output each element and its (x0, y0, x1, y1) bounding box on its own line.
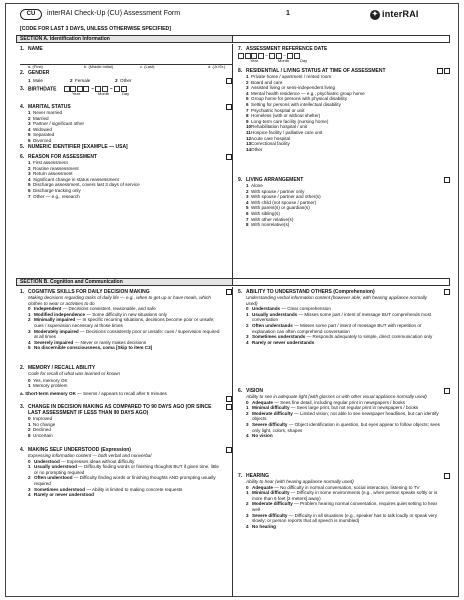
list-item: 5 Group home for persons with physical disability (246, 96, 348, 102)
section-b-divider (232, 287, 233, 597)
option-item: 0 Independent — Decisions consistent, reasonable, and safe (28, 306, 156, 312)
code-instruction: [CODE FOR LAST 3 DAYS, UNLESS OTHERWISE SPECIFIED] (20, 26, 172, 32)
option-item: 0 Understands — Clear comprehension (246, 306, 331, 312)
item-a8-residential: 8. RESIDENTIAL / LIVING STATUS AT TIME OF ASSESSMENT 1 Private home / apartment / rented room 2 Board and care 3 Assisted living or semi-independent living 4 Mental health residence — e.g., psychiatric group home 5 Group home for persons with physical disability 6 Setting for persons with intellectual disability 7 Psychiatric hospital or unit 8 Homeless (with or without shelter) 9 Long-term care facility (nursing home) 10Rehabilitation hospital / unit 11Hospice facility / palliative care unit 12Acute care hospital 13Correctional facility 14Other (238, 68, 450, 152)
option-item: 3 Severe difficulty — Difficulty in all situations (e.g., speaker has to talk loudly or speak very slowly; or person reports that all speech is mumbled) (246, 512, 438, 524)
option-item: 4 No hearing (246, 523, 276, 529)
option-item: 2 Minimally impaired — In specific recurring situations, decisions become poor or unsafe; cues / supervision necessary at those times (28, 317, 215, 329)
interrai-logo-icon: ✦ (371, 10, 379, 18)
option-item: 3 Sometimes understood — Ability is limited to making concrete requests (28, 486, 183, 492)
list-item: 12Acute care hospital (246, 135, 291, 141)
list-item: 6 With sibling(s) (246, 211, 280, 217)
list-item: 7 Psychiatric hospital or unit (246, 107, 305, 113)
item-a9-living: 9. LIVING ARRANGEMENT 1 Alone 2 With spouse / partner only 3 With spouse / partner and other(s) 4 With child (not spouse / partner) 5 With parent(s) or guardian(s) 6 With sibling(s) 7 With other relative(s) 8 With nonrelative(s) (238, 177, 450, 228)
list-item: 4 Mental health residence — e.g., psychiatric group home (246, 90, 365, 96)
option-item: 4 Rarely or never understands (246, 339, 315, 345)
section-a-title: SECTION A. Identification Information (17, 36, 233, 42)
option-item: 4 Rarely or never understood (28, 492, 94, 498)
birthdate-boxes[interactable]: – – (64, 86, 127, 92)
marital-code-box[interactable] (226, 104, 232, 110)
item-b6-vision: 6. VISION Ability to see in adequate light (with glasses or with other visual appliance normally used) 0 Adequate — Sees fine detail, including regular print in newspapers / books 1 Minimal difficulty — Sees large print, but not regular print in newspapers / books 2 Moderate difficulty — Limited vision; not able to see newspaper headlines, but can identify objects 3 Severe difficulty — Object identification in question, but eyes appear to follow objects; sees only light, colors, shapes 4 No vision (238, 388, 450, 439)
list-item: 1 Private home / apartment / rented room (246, 74, 332, 80)
item-a1-name: 1. NAME a. (First) b. (Middle initial) c. (Last) d. (Jr./Sr.) (20, 46, 232, 71)
option-item: 2 Often understands — Misses some part / intent of message BUT with repetition or explanation can often comprehend conversation (246, 323, 422, 334)
option-item: 4 No vision (246, 433, 273, 439)
item-b7-hearing: 7. HEARING Ability to hear (with hearing appliance normally used) 0 Adequate — No difficulty in normal conversation, social interaction, listening to TV 1 Minimal difficulty — Difficulty in some environments (e.g., when person speaks softly or is more than 6 feet [2 meters] away) 2 Moderate difficulty — Problem hearing normal conversation, requires quiet setting to hear well 3 Severe difficulty — Difficulty in all situations (e.g., speaker has to talk loudly or speak very slowly; or person reports that all speech is mumbled) 4 No hearing (238, 473, 450, 529)
item-a7-ref-date: 7. ASSESSMENT REFERENCE DATE – – Year Month Day (238, 46, 450, 65)
understand-others-code-box[interactable] (444, 289, 450, 295)
item-b3-change: 3. CHANGE IN DECISION MAKING AS COMPARED TO 90 DAYS AGO (OR SINCE LAST ASSESSMENT IF LESS THAN 90 DAYS AGO) 0 Improved 1 No change 2 Declined 8 Uncertain (20, 404, 232, 439)
list-item: 14Other (246, 146, 263, 152)
change-code-box[interactable] (226, 404, 232, 410)
list-item: 8 Homeless (with or without shelter) (246, 113, 321, 119)
option-item: 0 Adequate — Sees fine detail, including regular print in newspapers / books (246, 399, 405, 405)
list-item: 4 With child (not spouse / partner) (246, 199, 317, 205)
list-item: 11Hospice facility / palliative care unit (246, 130, 323, 136)
option-item: 3 Severe difficulty — Object identification in question, but eyes appear to follow objects; sees only light, colors, shapes (246, 422, 440, 433)
ref-date-boxes[interactable]: – – (238, 53, 450, 59)
option-item: 0 Adequate — No difficulty in normal conversation, social interaction, listening to TV (246, 484, 420, 490)
list-item: 3 Assisted living or semi-independent living (246, 85, 336, 91)
item-a2-gender: 2. GENDER 1 Male 2 Female 3 Other (20, 70, 232, 85)
list-item: 2 With spouse / partner only (246, 188, 305, 194)
option-item: 2 Moderate difficulty — Problem hearing normal conversation, requires quiet setting to hear well (246, 501, 438, 513)
list-item: 1 Alone (246, 183, 263, 189)
section-b-header (16, 278, 450, 286)
item-b5-understand-others: 5. ABILITY TO UNDERSTAND OTHERS (Comprehension) Understanding verbal information content (however able; with hearing appliance normally used) 0 Understands — Clear comprehension 1 Usually understands — Misses some part / intent of message BUT comprehends most conversation 2 Often understands — Misses some part / intent of message BUT with repetition or explanation can often comprehend conversation 3 Sometimes understands — Responds adequately to simple, direct communication only 4 Rarely or never understands (238, 289, 450, 345)
reason-code-box[interactable] (226, 154, 232, 160)
option-item: 4 Severely impaired — Never or rarely makes decisions (28, 339, 147, 345)
form-page (5, 3, 459, 597)
cognitive-code-box[interactable] (226, 289, 232, 295)
page-number: 1 (286, 10, 290, 17)
list-item: 7 With other relative(s) (246, 216, 294, 222)
option-item: 2 Moderate difficulty — Limited vision; not able to see newspaper headlines, but can identify objects (246, 410, 439, 422)
option-item: 2 Often understood — Difficulty finding words or finishing thoughts AND prompting usually required (28, 475, 216, 487)
gender-code-box[interactable] (226, 78, 232, 84)
short-term-memory-box[interactable] (226, 396, 232, 402)
option-item: 1 Modified independence — Some difficulty in new situations only (28, 311, 167, 317)
self-understood-code-box[interactable] (226, 447, 232, 453)
form-code-badge: CU (20, 9, 42, 20)
living-code-box[interactable] (444, 177, 450, 183)
list-item: 13Correctional facility (246, 141, 290, 147)
item-a3-birthdate: 3. BIRTHDATE – – Year Month Day (20, 86, 130, 97)
form-header (20, 9, 450, 23)
option-item: 1 Minimal difficulty — Sees large print, but not regular print in newspapers / books (246, 405, 419, 411)
option-item: 1 Minimal difficulty — Difficulty in some environments (e.g., when person speaks softly or is more than 6 feet [2 meters] away) (246, 490, 438, 501)
item-a4-marital: 4. MARITAL STATUS 1 Never married 2 Married 3 Partner / significant other 4 Widowed 5 Separated 6 Divorced (20, 104, 232, 144)
name-input-line[interactable] (20, 58, 232, 65)
vision-code-box[interactable] (444, 388, 450, 394)
option-item: 1 Usually understood — Difficulty finding words or finishing thoughts BUT if given time, little or no prompting required (28, 464, 219, 475)
list-item: 2 Board and care (246, 79, 283, 85)
section-b-title: SECTION B. Cognition and Communication (17, 279, 233, 285)
list-item: 5 With parent(s) or guardian(s) (246, 205, 310, 211)
item-b2-memory: 2. MEMORY / RECALL ABILITY Code for recall of what was learned or known 0 Yes, memory OK 1 Memory problem a. Short-term memory OK — Seems / appears to recall after 5 minutes (20, 365, 232, 396)
list-item: 8 With nonrelative(s) (246, 222, 290, 228)
residential-code-boxes[interactable] (436, 68, 450, 76)
form-title: interRAI Check-Up (CU) Assessment Form (47, 10, 181, 17)
list-item: 6 Setting for persons with intellectual disability (246, 102, 341, 108)
item-b1-cognitive: 1. COGNITIVE SKILLS FOR DAILY DECISION MAKING Making decisions regarding tasks of daily life — e.g., when to get up or have meals, which clothes to wear or activities to do 0 Independent — Decisions consistent, reasonable, and safe 1 Modified independence — Some difficulty in new situations only 2 Minimally impaired — In specific recurring situations, decisions become poor or unsafe; cues / supervision necessary at those times 3 Moderately impaired — Decisions consistently poor or unsafe; cues / supervision required at all times 4 Severely impaired — Never or rarely makes decisions 5 No discernible consciousness, coma [Skip to item C3] (20, 289, 232, 351)
item-a5-numeric-id: 5. NUMERIC IDENTIFIER [EXAMPLE — USA] (20, 144, 128, 150)
option-item: 5 No discernible consciousness, coma [Skip to item C3] (28, 345, 153, 351)
list-item: 10Rehabilitation hospital / unit (246, 124, 308, 130)
option-item: 1 Usually understands — Misses some part / intent of message BUT comprehends most conversation (246, 311, 432, 323)
list-item: 3 With spouse / partner and other(s) (246, 194, 321, 200)
section-a-divider (232, 44, 233, 278)
option-item: 0 Understood — Expresses ideas without difficulty (28, 458, 135, 464)
item-b4-self-understood: 4. MAKING SELF UNDERSTOOD (Expression) Expressing information content — both verbal and nonverbal 0 Understood — Expresses ideas without difficulty 1 Usually understood — Difficulty finding words or finishing thoughts BUT if given time, little or no prompting required 2 Often understood — Difficulty finding words or finishing thoughts AND prompting usually required 3 Sometimes understood — Ability is limited to making concrete requests 4 Rarely or never understood (20, 447, 232, 498)
section-a-header (16, 35, 450, 43)
list-item: 9 Long-term care facility (nursing home) (246, 118, 329, 124)
item-a6-reason: 6. REASON FOR ASSESSMENT 1 First assessment 2 Routine reassessment 3 Return assessment 4 Significant change in status reassessment 5 Discharge assessment, covers last 3 days of service 6 Discharge tracking only 7 Other — e.g., research (20, 154, 232, 199)
brand-logo: ✦ interRAI (371, 9, 419, 19)
hearing-code-box[interactable] (444, 473, 450, 479)
option-item: 3 Moderately impaired — Decisions consistently poor or unsafe; cues / supervision required at all times (28, 328, 220, 340)
option-item: 3 Sometimes understands — Responds adequately to simple, direct communication only (246, 334, 433, 340)
